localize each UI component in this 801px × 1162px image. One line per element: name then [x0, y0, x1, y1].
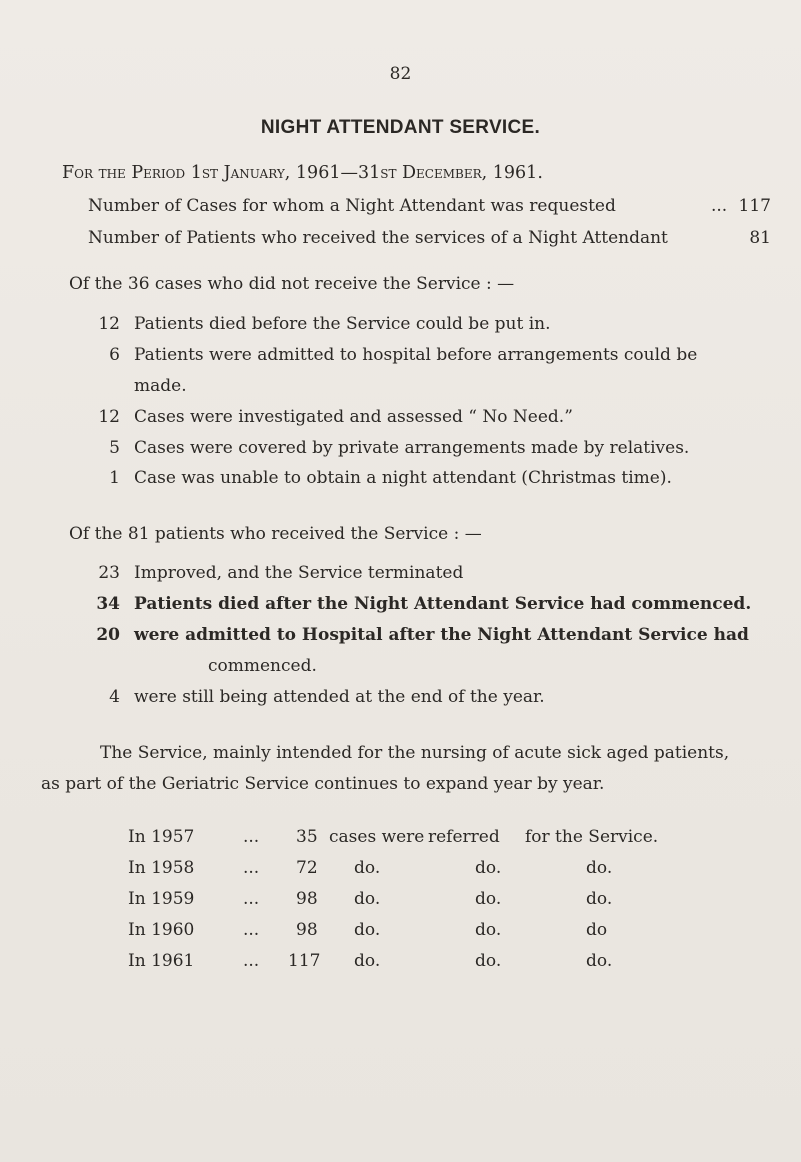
not-received-heading: Of the 36 cases who did not receive the Service : —	[69, 274, 515, 294]
reporting-period: For the Period 1st January, 1961—31st December, 1961.	[62, 163, 543, 183]
stat-requested-label: Number of Cases for whom a Night Attendant was requested	[88, 196, 616, 216]
table-cell-count: 35	[296, 827, 318, 847]
list-item-text: were still being attended at the end of the year.	[134, 687, 545, 707]
list-item-text: Patients died before the Service could be put in.	[134, 314, 551, 334]
table-cell-col2: do.	[475, 920, 502, 940]
table-cell-col2: do.	[475, 951, 502, 971]
list-item-text: Cases were covered by private arrangements made by relatives.	[134, 438, 690, 458]
list-item-text: Case was unable to obtain a night attendant (Christmas time).	[134, 468, 672, 488]
table-cell-col2: do.	[475, 858, 502, 878]
table-cell-year: In 1960	[128, 920, 195, 940]
list-item-number: 6	[109, 345, 120, 365]
list-item-text: were admitted to Hospital after the Night Attendant Service had	[134, 625, 749, 645]
list-item-text: Patients were admitted to hospital before arrangements could be	[134, 345, 698, 365]
paragraph-line-2: as part of the Geriatric Service continues to expand year by year.	[41, 774, 605, 794]
list-item-number: 1	[109, 468, 120, 488]
table-cell-count: 117	[288, 951, 321, 971]
list-item-text: Cases were investigated and assessed “ No Need.”	[134, 407, 573, 427]
list-item-text: Improved, and the Service terminated	[134, 563, 464, 583]
list-item-number: 12	[98, 407, 120, 427]
table-cell-col2: referred	[428, 827, 500, 847]
table-cell-col2: do.	[475, 889, 502, 909]
stat-requested-leader: ...	[711, 196, 728, 216]
stat-received-value: 81	[749, 228, 771, 248]
table-cell-count: 72	[296, 858, 318, 878]
table-cell-year: In 1957	[128, 827, 195, 847]
list-item-number: 12	[98, 314, 120, 334]
list-item-number: 20	[96, 625, 120, 645]
table-cell-year: In 1961	[128, 951, 195, 971]
list-item-continuation: made.	[134, 376, 187, 396]
table-cell-col3: do.	[586, 951, 613, 971]
table-cell-col3: for the Service.	[525, 827, 659, 847]
list-item-number: 4	[109, 687, 120, 707]
table-cell-dots: ...	[243, 951, 260, 971]
table-cell-dots: ...	[243, 827, 260, 847]
table-cell-count: 98	[296, 889, 318, 909]
table-cell-dots: ...	[243, 920, 260, 940]
list-item-continuation: commenced.	[208, 656, 317, 676]
table-cell-col1: do.	[354, 920, 381, 940]
table-cell-year: In 1959	[128, 889, 195, 909]
paragraph-line-1: The Service, mainly intended for the nursing of acute sick aged patients,	[100, 743, 730, 763]
table-cell-dots: ...	[243, 858, 260, 878]
table-cell-col1: do.	[354, 858, 381, 878]
received-heading: Of the 81 patients who received the Service : —	[69, 524, 482, 544]
stat-received-label: Number of Patients who received the services of a Night Attendant	[88, 228, 668, 248]
list-item-number: 23	[98, 563, 120, 583]
table-cell-col1: cases were	[329, 827, 425, 847]
list-item-number: 5	[109, 438, 120, 458]
list-item-number: 34	[96, 594, 120, 614]
table-cell-year: In 1958	[128, 858, 195, 878]
stat-requested-value: 117	[738, 196, 771, 216]
table-cell-count: 98	[296, 920, 318, 940]
table-cell-col3: do.	[586, 889, 613, 909]
table-cell-col1: do.	[354, 951, 381, 971]
table-cell-col1: do.	[354, 889, 381, 909]
page-number: 82	[389, 64, 412, 84]
page-title: NIGHT ATTENDANT SERVICE.	[260, 117, 541, 138]
list-item-text: Patients died after the Night Attendant Service had commenced.	[134, 594, 752, 614]
table-cell-col3: do.	[586, 858, 613, 878]
table-cell-dots: ...	[243, 889, 260, 909]
table-cell-col3: do	[586, 920, 608, 940]
